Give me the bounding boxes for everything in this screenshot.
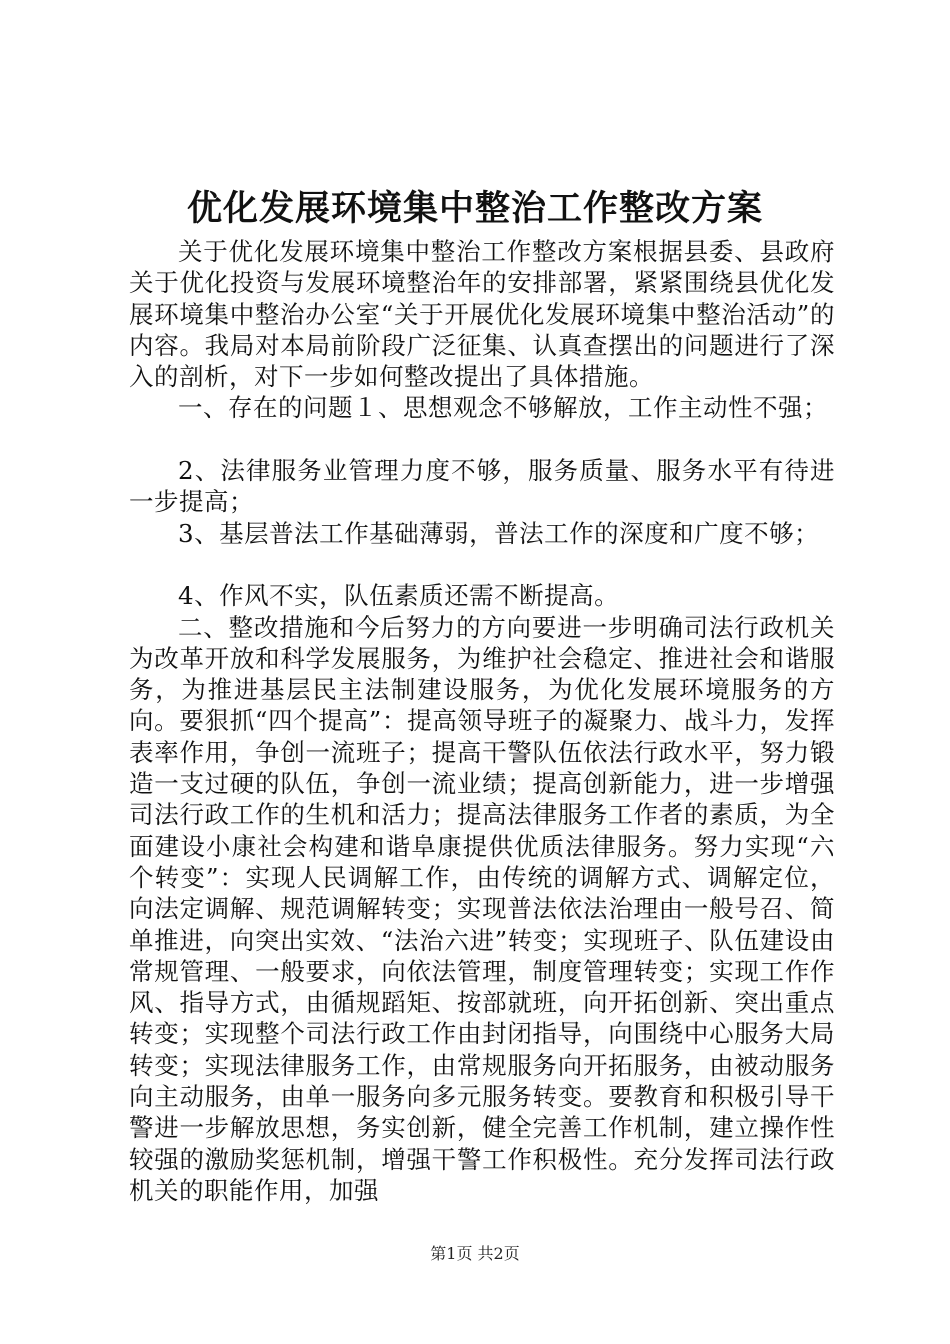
problem-item-4: 4、作风不实，队伍素质还需不断提高。 bbox=[178, 581, 620, 611]
document-body bbox=[129, 236, 835, 1206]
document-title: 优化发展环境集中整治工作整改方案 bbox=[186, 188, 763, 229]
problem-item-2: 2、法律服务业管理力度不够，服务质量、服务水平有待进一步提高； bbox=[129, 456, 835, 517]
intro-paragraph: 关于优化发展环境集中整治工作整改方案根据县委、县政府关于优化投资与发展环境整治年的安排部署，紧紧围绕县优化发展环境集中整治办公室“关于开展优化发展环境集中整治活动”的内容。我局对本局前阶段广泛征集、认真查摆出的问题进行了深入的剖析，对下一步如何整改提出了具体措施。 bbox=[129, 237, 835, 392]
problem-item-3: 3、基层普法工作基础薄弱，普法工作的深度和广度不够； bbox=[178, 518, 820, 548]
problem-item-1: 一、存在的问题１、思想观念不够解放，工作主动性不强； bbox=[178, 393, 828, 423]
measures-paragraph: 二、整改措施和今后努力的方向要进一步明确司法行政机关为改革开放和科学发展服务，为维护社会稳定、推进社会和谐服务，为推进基层民主法制建设服务，为优化发展环境服务的方向。要狠抓“四个提高”：提高领导班子的凝聚力、战斗力，发挥表率作用，争创一流班子；提高干警队伍依法行政水平，努力锻造一支过硬的队伍，争创一流业绩；提高创新能力，进一步增强司法行政工作的生机和活力；提高法律服务工作者的素质，为全面建设小康社会构建和谐阜康提供优质法律服务。努力实现“六个转变”：实现人民调解工作，由传统的调解方式、调解定位，向法定调解、规范调解转变；实现普法依法治理由一般号召、简单推进，向突出实效、“法治六进”转变；实现班子、队伍建设由常规管理、一般要求，向依法管理，制度管理转变；实现工作作风、指导方式，由循规蹈矩、按部就班，向开拓创新、突出重点转变；实现整个司法行政工作由封闭指导，向围绕中心服务大局转变；实现法律服务工作，由常规服务向开拓服务，由被动服务向主动服务，由单一服务向多元服务转变。要教育和积极引导干警进一步解放思想，务实创新，健全完善工作机制，建立操作性较强的激励奖惩机制，增强干警工作积极性。充分发挥司法行政机关的职能作用，加强 bbox=[129, 612, 835, 1205]
page-footer: 第1页 共2页 bbox=[430, 1244, 520, 1263]
